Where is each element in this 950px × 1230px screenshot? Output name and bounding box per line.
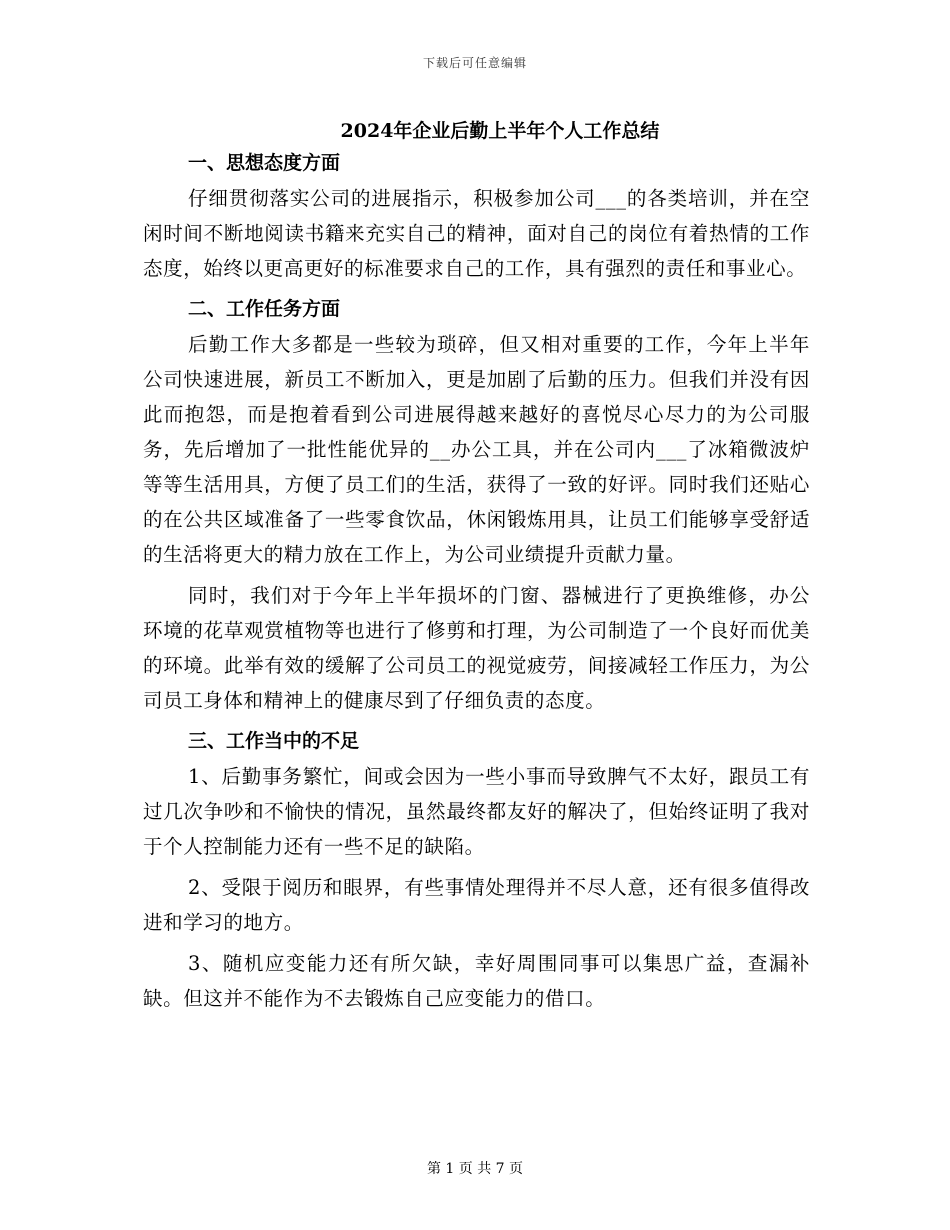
paragraph: 后勤工作大多都是一些较为琐碎，但又相对重要的工作，今年上半年公司快速进展，新员工不断加入，更是加剧了后勤的压力。但我们并没有因此而抱怨，而是抱着看到公司进展得越来越好的喜悦尽心尽力的为公司服务，先后增加了一批性能优异的__办公工具，并在公司内___了冰箱微波炉等等生活用具，方便了员工们的生活，获得了一致的好评。同时我们还贴心的在公共区域准备了一些零食饮品，休闲锻炼用具，让员工们能够享受舒适的生活将更大的精力放在工作上，为公司业绩提升贡献力量。 [143,333,810,566]
list-item: 2、受限于阅历和眼界，有些事情处理得并不尽人意，还有很多值得改进和学习的地方。 [143,876,810,934]
paragraph: 同时，我们对于今年上半年损坏的门窗、器械进行了更换维修，办公环境的花草观赏植物等也进行了修剪和打理，为公司制造了一个良好而优美的环境。此举有效的缓解了公司员工的视觉疲劳，间接减轻工作压力，为公司员工身体和精神上的健康尽到了仔细负责的态度。 [143,584,810,712]
page-number: 第 1 页 共 7 页 [426,1161,524,1177]
document-body [143,146,810,1016]
list-item: 3、随机应变能力还有所欠缺，幸好周围同事可以集思广益，查漏补缺。但这并不能作为不去锻炼自己应变能力的借口。 [143,952,810,1010]
section-heading-tasks: 二、工作任务方面 [188,298,341,320]
document-title: 2024年企业后勤上半年个人工作总结 [340,120,660,142]
list-item: 1、后勤事务繁忙，间或会因为一些小事而导致脾气不太好，跟员工有过几次争吵和不愉快的情况，虽然最终都友好的解决了，但始终证明了我对于个人控制能力还有一些不足的缺陷。 [143,765,810,858]
section-heading-attitude: 一、思想态度方面 [188,152,341,174]
section-heading-shortcomings: 三、工作当中的不足 [188,730,360,752]
paragraph: 仔细贯彻落实公司的进展指示，积极参加公司___的各类培训，并在空闲时间不断地阅读书籍来充实自己的精神，面对自己的岗位有着热情的工作态度，始终以更高更好的标准要求自己的工作，具有强烈的责任和事业心。 [143,187,810,280]
page-header-note: 下载后可任意编辑 [422,56,527,70]
